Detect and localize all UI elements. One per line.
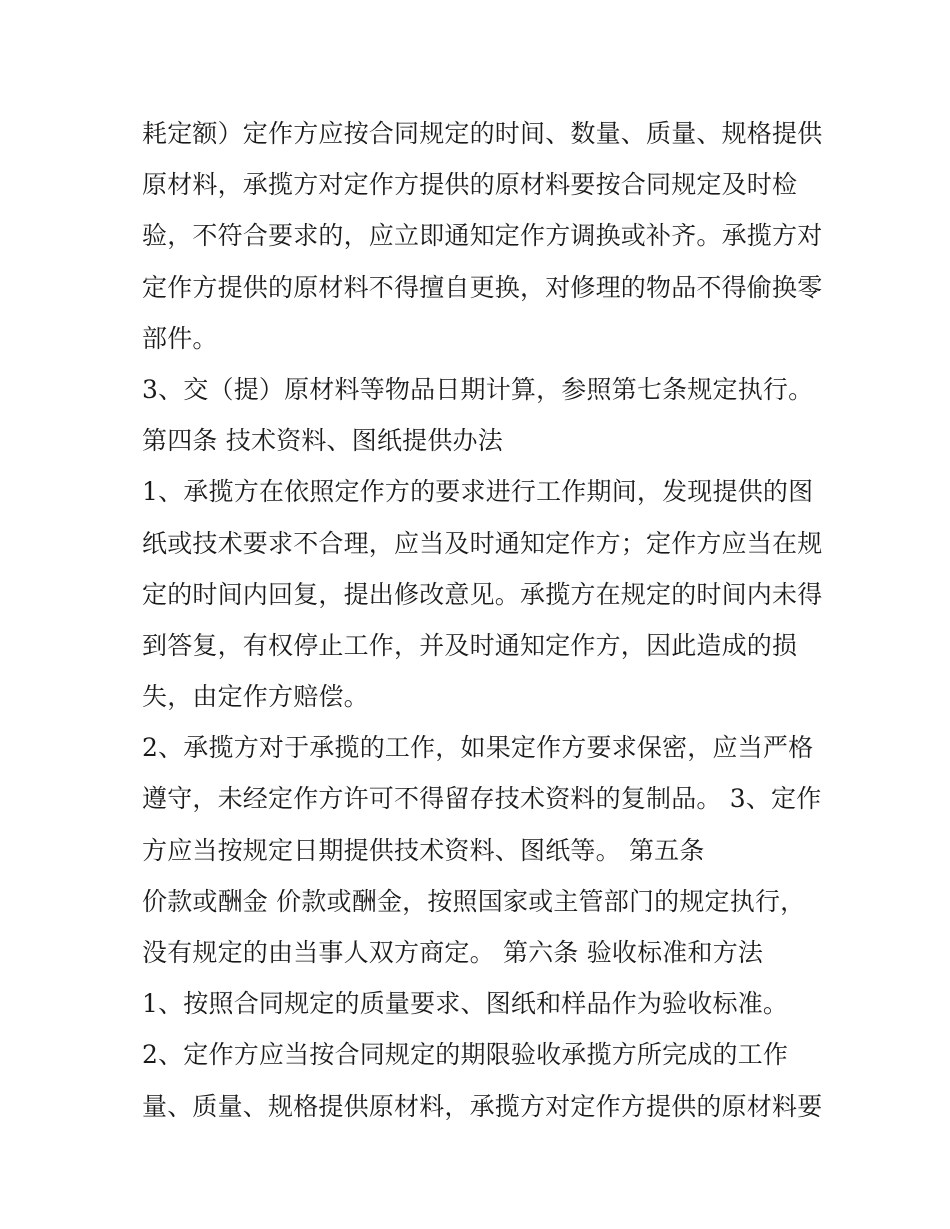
text-line: 没有规定的由当事人双方商定。 第六条 验收标准和方法 <box>142 938 764 967</box>
text-line: 验，不符合要求的，应立即通知定作方调换或补齐。承揽方对 <box>142 221 823 251</box>
text-line: 方应当按规定日期提供技术资料、图纸等。 第五条 <box>142 835 705 865</box>
section-heading: 第四条 技术资料、图纸提供办法 <box>142 426 503 456</box>
text-line: 遵守，未经定作方许可不得留存技术资料的复制品。 3、定作 <box>142 784 822 814</box>
text-line: 价款或酬金 价款或酬金，按照国家或主管部门的规定执行， <box>142 886 806 916</box>
text-line: 定作方提供的原材料不得擅自更换，对修理的物品不得偷换零 <box>142 272 823 302</box>
text-line: 1、承揽方在依照定作方的要求进行工作期间，发现提供的图 <box>142 477 814 507</box>
text-line: 纸或技术要求不合理，应当及时通知定作方；定作方应当在规 <box>142 528 823 558</box>
text-line: 原材料，承揽方对定作方提供的原材料要按合同规定及时检 <box>142 170 798 200</box>
text-line: 失，由定作方赔偿。 <box>142 682 369 712</box>
text-line: 1、按照合同规定的质量要求、图纸和样品作为验收标准。 <box>142 989 789 1019</box>
text-line: 量、质量、规格提供原材料，承揽方对定作方提供的原材料要 <box>142 1091 823 1121</box>
text-line: 定的时间内回复，提出修改意见。承揽方在规定的时间内未得 <box>142 579 823 609</box>
document-page <box>142 108 832 1132</box>
text-line: 3、交（提）原材料等物品日期计算，参照第七条规定执行。 <box>142 374 814 404</box>
text-line: 耗定额）定作方应按合同规定的时间、数量、质量、规格提供 <box>142 119 823 148</box>
text-line: 2、承揽方对于承揽的工作，如果定作方要求保密，应当严格 <box>142 733 814 763</box>
text-line: 到答复，有权停止工作，并及时通知定作方，因此造成的损 <box>142 630 798 660</box>
text-line: 部件。 <box>142 323 218 353</box>
text-line: 2、定作方应当按合同规定的期限验收承揽方所完成的工作 <box>142 1040 789 1070</box>
